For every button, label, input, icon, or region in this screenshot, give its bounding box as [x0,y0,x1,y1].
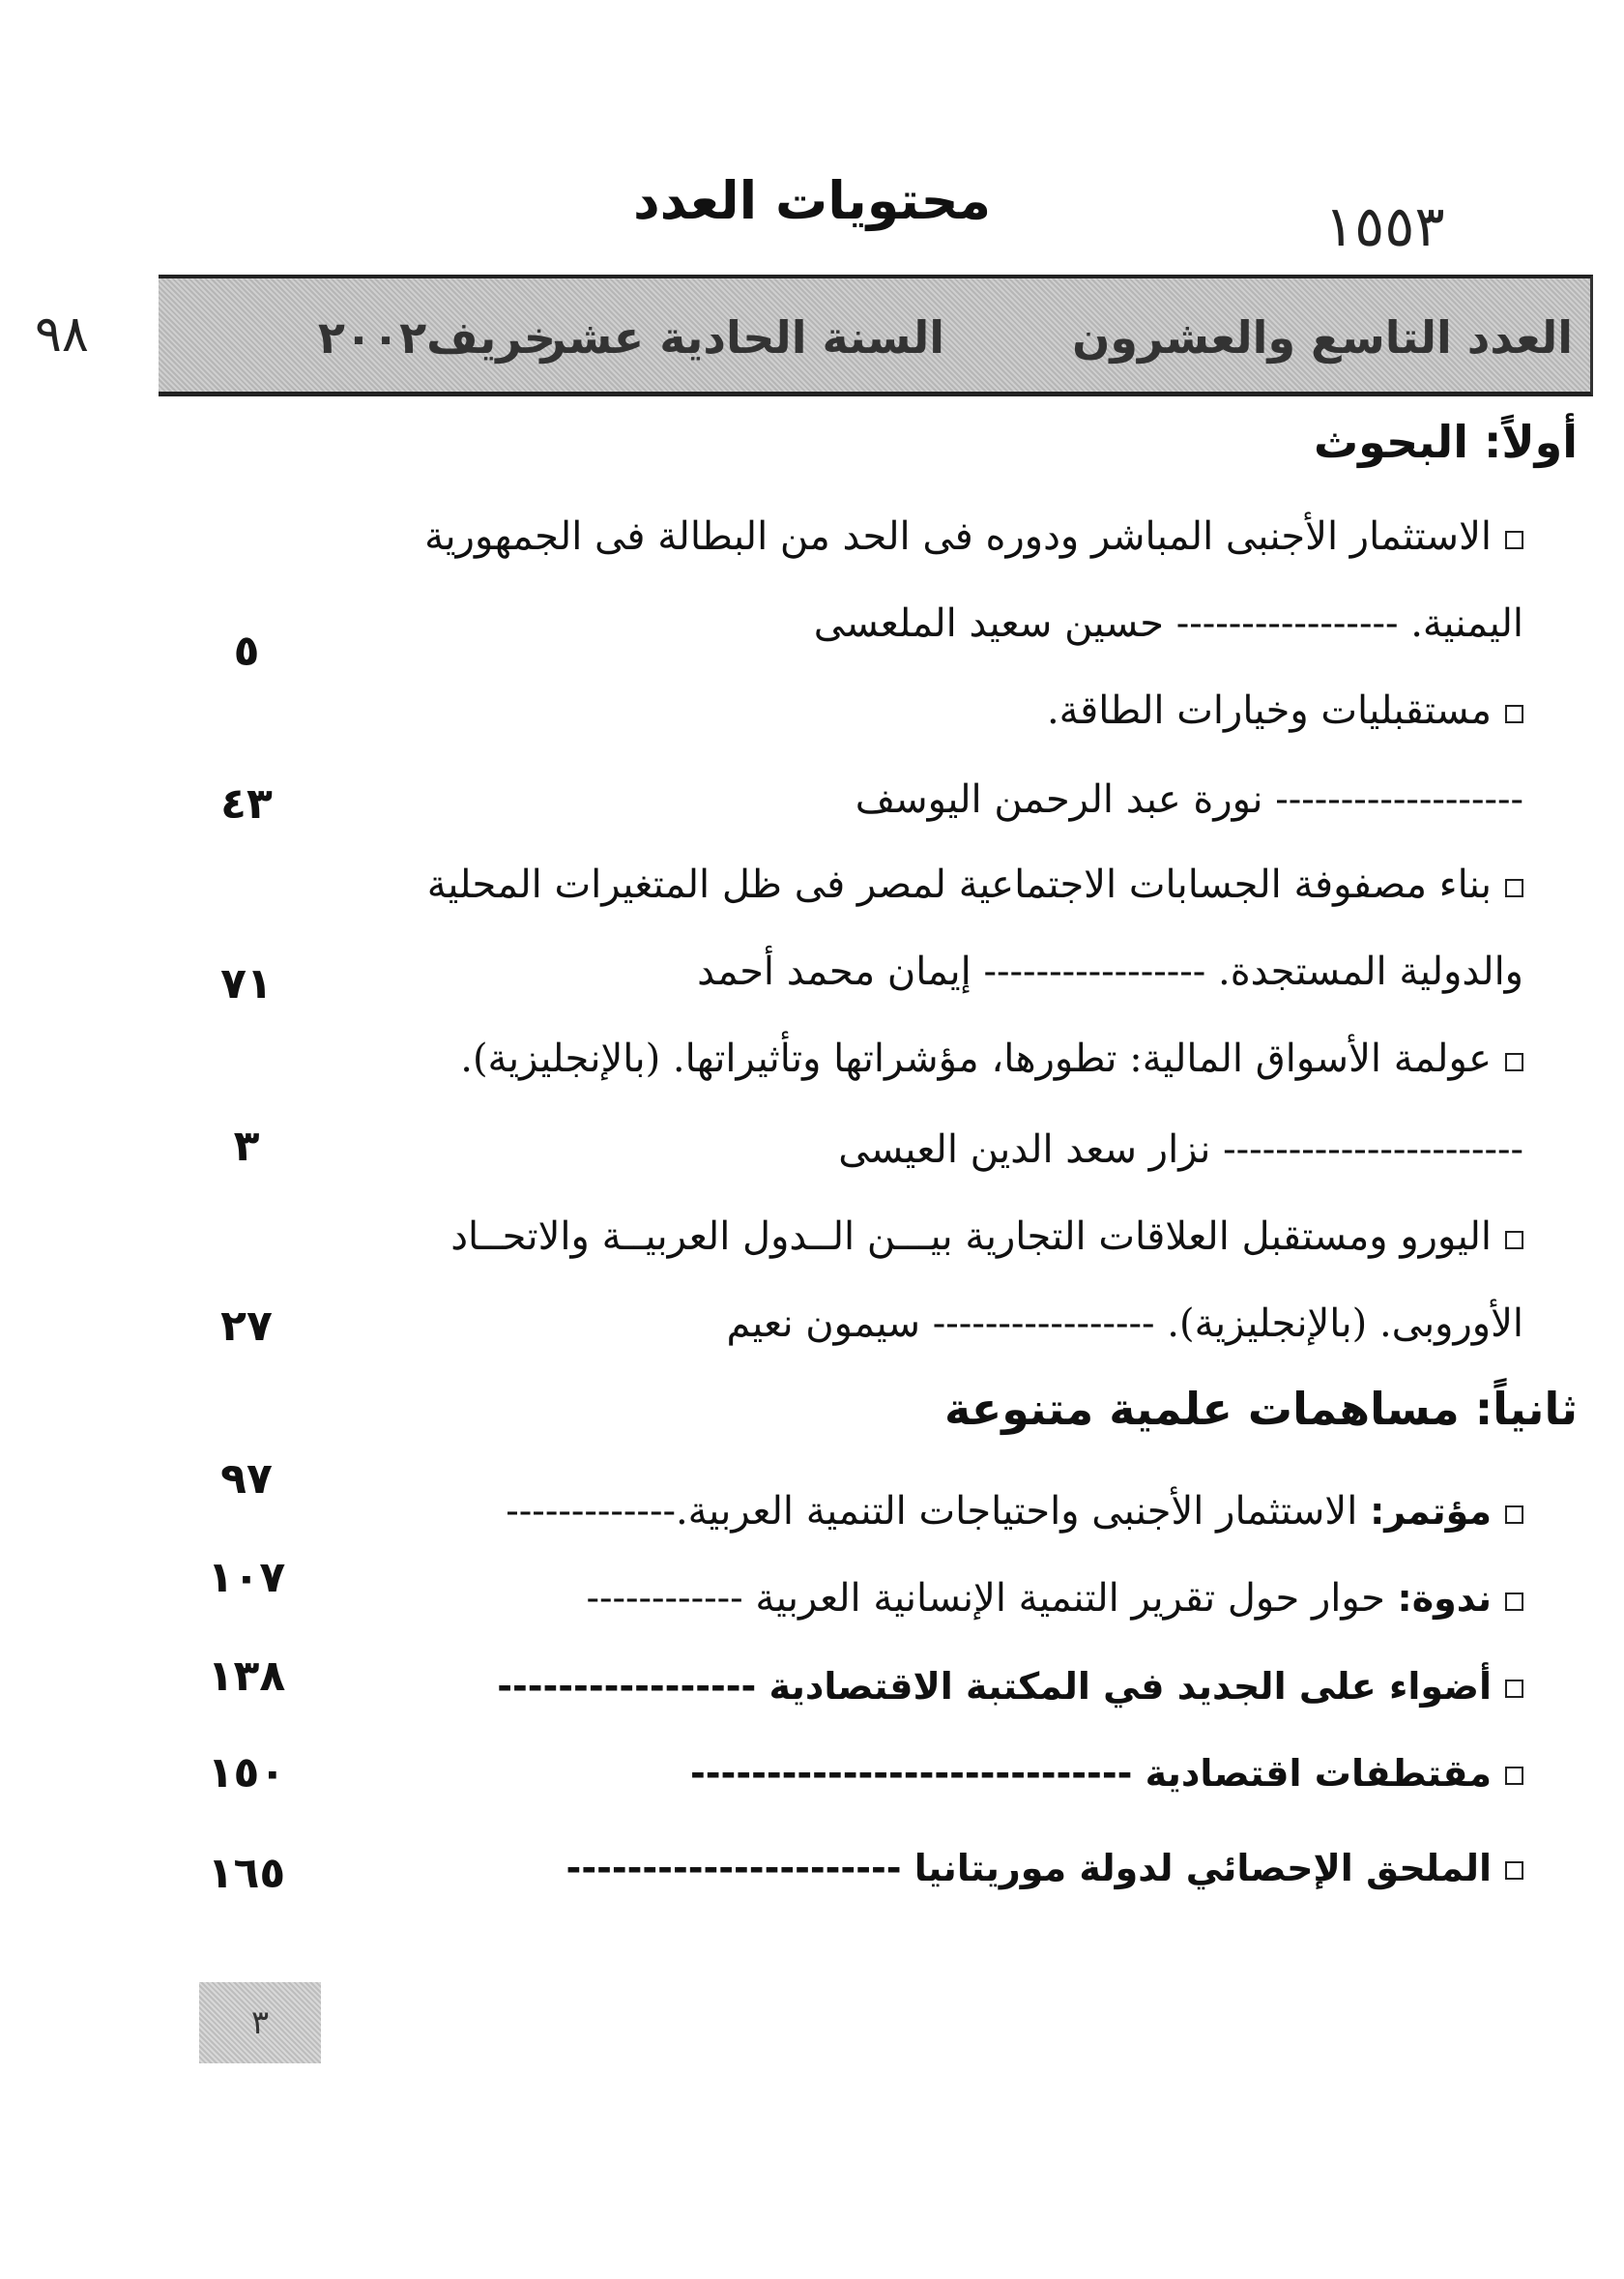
checkbox-icon [1505,879,1523,897]
handwritten-side-number: ٩٨ [35,306,89,364]
checkbox-icon [1505,1592,1523,1611]
page-number: ١٦٥ [207,1849,286,1898]
checkbox-icon [1505,531,1523,549]
banner-season: خريف٢٠٠٢ [317,311,556,364]
checkbox-icon [1505,1231,1523,1249]
page-number: ٣ [233,1122,260,1171]
author: سيمون نعيم [726,1301,921,1346]
contribution-item-2: ندوة: حوار حول تقرير التنمية الإنسانية العربية ------------ [586,1576,1523,1621]
author: نورة عبد الرحمن اليوسف [855,777,1263,822]
research-item-4-title: عولمة الأسواق المالية: تطورها، مؤشراتها وتأثيراتها. (بالإنجليزية). [460,1037,1523,1081]
checkbox-icon [1505,1053,1523,1071]
checkbox-icon [1505,1680,1523,1698]
author: إيمان محمد أحمد [697,950,972,994]
contribution-item-1: مؤتمر: الاستثمار الأجنبى واحتياجات التنمية العربية.------------- [506,1489,1523,1534]
page-number: ٢٧ [220,1301,273,1351]
footer-page-number: ٣ [199,1982,321,2063]
research-item-1-author-line: اليمنية. ----------------- حسين سعيد الملعسى [813,601,1523,646]
banner-year: السنة الحادية عشر [540,311,944,364]
page-number: ١٣٨ [207,1651,286,1701]
contribution-item-4: مقتطفات اقتصادية ----------------------------- [690,1752,1523,1795]
checkbox-icon [1505,1505,1523,1524]
issue-banner [159,275,1593,396]
research-item-3-title: بناء مصفوفة الجسابات الاجتماعية لمصر فى ظل المتغيرات المحلية [427,862,1523,907]
page-number: ١٥٠ [207,1748,286,1797]
research-item-2-author-line: ------------------- نورة عبد الرحمن اليوسف [855,777,1523,822]
checkbox-icon [1505,705,1523,723]
banner-issue: العدد التاسع والعشرون [1072,311,1573,364]
research-item-1-title: الاستثمار الأجنبى المباشر ودوره فى الحد من البطالة فى الجمهورية [424,514,1523,559]
section-contributions-heading: ثانياً: مساهمات علمية متنوعة [943,1383,1578,1435]
author: نزار سعد الدين العيسى [838,1127,1211,1172]
page-number: ٤٣ [220,779,273,829]
research-item-5-title: اليورو ومستقبل العلاقات التجارية بيـــن الــدول العربيــة والاتحــاد [450,1214,1523,1259]
checkbox-icon [1505,1861,1523,1880]
contribution-item-5: الملحق الإحصائي لدولة موريتانيا ---------------------- [566,1847,1523,1889]
author: حسين سعيد الملعسى [813,601,1164,646]
research-item-5-author-line: الأوروبى. (بالإنجليزية). ----------------- سيمون نعيم [726,1301,1523,1346]
page-number: ٥ [233,627,260,676]
handwritten-page-number: ١٥٥٣ [1324,193,1445,259]
checkbox-icon [1505,1767,1523,1785]
page-number: ١٠٧ [207,1553,286,1602]
research-item-2-title: مستقبليات وخيارات الطاقة. [1047,688,1523,733]
page-title: محتويات العدد [632,170,992,231]
contribution-item-3: أضواء على الجديد في المكتبة الاقتصادية ----------------- [497,1665,1523,1708]
research-item-3-author-line: والدولية المستجدة. ----------------- إيمان محمد أحمد [697,950,1523,994]
page-number: ٩٧ [220,1454,273,1504]
research-item-4-author-line: ----------------------- نزار سعد الدين العيسى [838,1127,1523,1172]
section-research-heading: أولاً: البحوث [1313,416,1578,468]
page-number: ٧١ [220,959,273,1008]
